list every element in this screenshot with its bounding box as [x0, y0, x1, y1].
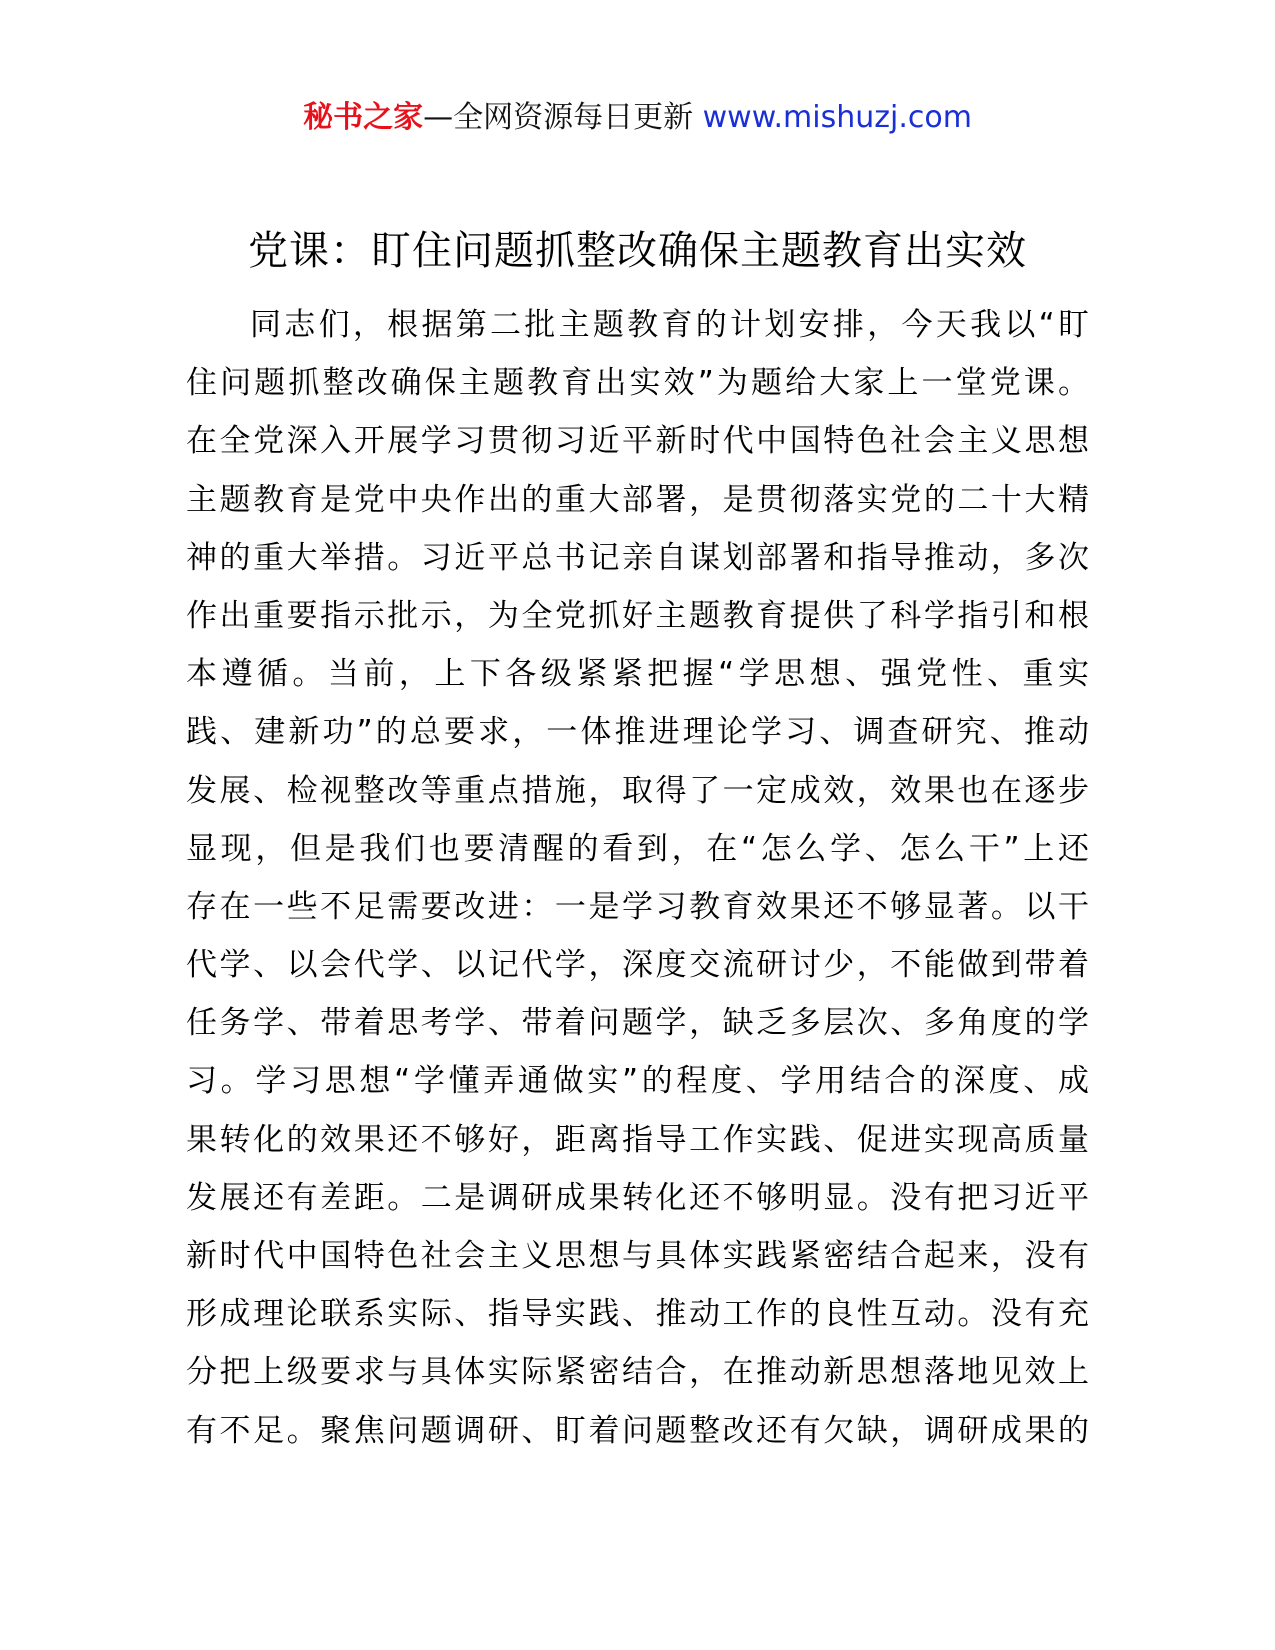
body-line: 新时代中国特色社会主义思想与具体实践紧密结合起来，没有	[186, 1238, 1089, 1274]
body-line: 主题教育是党中央作出的重大部署，是贯彻落实党的二十大精	[186, 481, 1089, 518]
site-header	[0, 98, 1275, 138]
body-line: 发展、检视整改等重点措施，取得了一定成效，效果也在逐步	[186, 772, 1089, 809]
body-line: 在全党深入开展学习贯彻习近平新时代中国特色社会主义思想	[186, 423, 1089, 460]
body-line: 形成理论联系实际、指导实践、推动工作的良性互动。没有充	[186, 1296, 1089, 1333]
body-line: 同志们，根据第二批主题教育的计划安排，今天我以“盯	[250, 307, 1089, 343]
site-brand: 秘书之家	[303, 100, 424, 135]
body-line: 习。学习思想“学懂弄通做实”的程度、学用结合的深度、成	[186, 1063, 1089, 1100]
body-line: 显现，但是我们也要清醒的看到，在“怎么学、怎么干”上还	[186, 830, 1089, 867]
body-line: 践、建新功”的总要求，一体推进理论学习、调查研究、推动	[186, 714, 1089, 751]
body-line: 住问题抓整改确保主题教育出实效”为题给大家上一堂党课。	[186, 365, 1089, 402]
body-line: 作出重要指示批示，为全党抓好主题教育提供了科学指引和根	[186, 597, 1089, 634]
site-url-link[interactable]: www.mishuzj.com	[702, 100, 972, 135]
body-line: 发展还有差距。二是调研成果转化还不够明显。没有把习近平	[186, 1179, 1089, 1216]
body-line: 分把上级要求与具体实际紧密结合，在推动新思想落地见效上	[186, 1354, 1089, 1391]
body-line: 本遵循。当前，上下各级紧紧把握“学思想、强党性、重实	[186, 656, 1089, 693]
body-line: 代学、以会代学、以记代学，深度交流研讨少，不能做到带着	[186, 947, 1089, 984]
document-body	[186, 296, 1089, 1460]
document-title: 党课：盯住问题抓整改确保主题教育出实效	[248, 228, 1027, 274]
body-line: 有不足。聚焦问题调研、盯着问题整改还有欠缺，调研成果的	[186, 1412, 1089, 1449]
body-line: 神的重大举措。习近平总书记亲自谋划部署和指导推动，多次	[186, 539, 1089, 576]
body-line: 存在一些不足需要改进：一是学习教育效果还不够显著。以干	[186, 888, 1089, 925]
site-tagline: —全网资源每日更新	[423, 100, 694, 135]
body-line: 任务学、带着思考学、带着问题学，缺乏多层次、多角度的学	[186, 1005, 1089, 1042]
body-line: 果转化的效果还不够好，距离指导工作实践、促进实现高质量	[186, 1121, 1089, 1158]
